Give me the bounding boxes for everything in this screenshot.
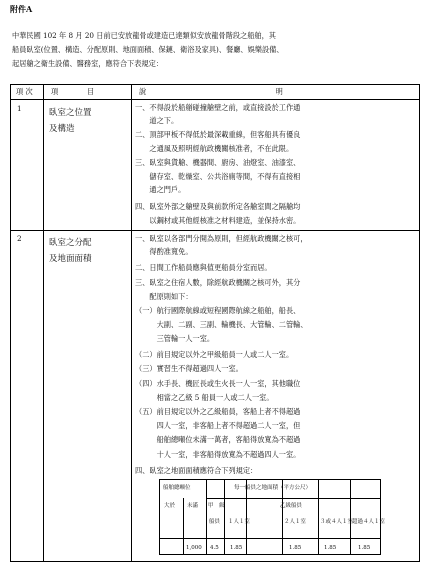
row-1-category-line-2: 及構造 <box>49 124 75 134</box>
row-1-desc-line: 一、不得設於船艏碰撞艙壁之前，或直接設於工作通 <box>135 103 301 112</box>
col-class-b: 乙級船員 <box>280 503 303 509</box>
cell-b4: 1.85 <box>358 545 371 551</box>
row-1-number: 1 <box>17 104 22 113</box>
row-1-desc-line: 三、臥室與貨艙、機器間、廚房、油燈室、油漆室、 <box>135 158 301 167</box>
cell-b1: 1.85 <box>230 545 243 551</box>
row-2-desc-line: 一、臥室以各部門分開為原則，但經航政機關之核可， <box>135 234 308 243</box>
row-2-desc-line: （一）航行國際航線或短程國際航線之船舶，船長、 <box>135 306 301 315</box>
cell-b3: 1.85 <box>324 545 337 551</box>
regulation-table <box>10 84 420 562</box>
row-2-category-line-1: 臥室之分配 <box>49 238 92 248</box>
row-2-desc-line: （五）前目規定以外之乙級船員，客船上者不得超過 <box>135 407 301 416</box>
row-2-category-line-2: 及地面面積 <box>49 254 92 264</box>
row-1-desc-line: 以鋼材或其他經核准之材料建造，並保持水密。 <box>135 216 301 225</box>
row-2-desc-line: 大副、二副、三副、輪機長、大管輪、二管輪、 <box>135 320 308 329</box>
row-2-desc-line: 十人一室，非客船得放寬為不超過四人一室。 <box>135 450 301 459</box>
intro-line-2: 船員臥室(位置、構造、分配原則、地面面積、保鏈、衛浴及家具)、餐廳、娛樂設備、 <box>12 45 284 54</box>
col-b-3-4-persons: ３或４人１室 <box>320 519 354 525</box>
row-1-desc-line: 四、臥室外部之艙壁及與前款所定各艙室間之隔艙均 <box>135 202 301 211</box>
row-2-desc-line: 四人一室，非客船上者不得超過二人一室，但 <box>135 421 301 430</box>
intro-line-3: 起居艙之衛生設備、醫務室，應符合下表規定： <box>12 59 163 68</box>
span-header: 每一船員之地面積（平方公尺） <box>234 485 312 491</box>
attachment-title: 附件A <box>10 4 33 14</box>
header-category: 項 目 <box>51 87 95 96</box>
row-2-desc-line: 配原則如下： <box>135 292 193 301</box>
col-b-over-4: 超過４人１室 <box>352 519 386 525</box>
col-greater-than: 大於 <box>164 503 176 509</box>
row-2-desc-line: 二、日間工作船員應與值更船員分室而居。 <box>135 263 272 272</box>
row-1-desc-line: 通之門戶。 <box>135 185 186 194</box>
row-1-category-line-1: 臥室之位置 <box>49 108 92 118</box>
intro-line-1: 中華民國 102 年 8 月 20 日前已安放龍骨或建造已達類似安放龍骨階段之船舶，其 <box>12 31 276 40</box>
header-description: 說 明 <box>139 87 283 96</box>
row-2-desc-line: （四）水手長、機匠長或生火長一人一室，其他職位 <box>135 379 301 388</box>
row-2-desc-line: 船舶總噸位未滿一萬者，客船得放寬為不超過 <box>135 435 301 444</box>
row-2-desc-line: （二）前目規定以外之甲級船員一人或二人一室。 <box>135 350 294 359</box>
row-1-desc-line: 二、頂部甲板不得低於最深載重線，但客船具有優良 <box>135 130 301 139</box>
col-class-a-sub: 船員 <box>209 519 221 525</box>
row-2-desc-line: （三）實習生不得超過四人一室。 <box>135 364 243 373</box>
row-1-desc-line: 之通風及照明經航政機關核准者，不在此限。 <box>135 144 294 153</box>
corner-header: 船舶總噸位 <box>163 485 191 491</box>
cell-b2: 1.85 <box>289 545 302 551</box>
header-item: 項 次 <box>16 87 33 96</box>
row-2-number: 2 <box>17 234 22 243</box>
row-2-desc-line: 相當之乙級 5 船員一人或二人一室。 <box>135 393 274 402</box>
row-1-desc-line: 儲存室、乾燥室、公共浴廁等間，不得有直接相 <box>135 172 301 181</box>
row-2-desc-line: 得酌准寬免。 <box>135 247 193 256</box>
col-class-a: 甲 級 <box>208 503 225 509</box>
row-2-desc-line: 四、臥室之地面面積應符合下列規定： <box>135 466 258 475</box>
col-b-2-persons: ２人１室 <box>284 519 307 525</box>
row-2-desc-line: 三管輪一人一室。 <box>135 334 215 343</box>
row-2-desc-line: 三、臥室之住宿人數，除經航政機關之核可外，其分 <box>135 278 301 287</box>
row-1-desc-line: 道之下。 <box>135 116 179 125</box>
cell-lt: 1,000 <box>186 545 202 551</box>
col-b-1-person: １人１室 <box>228 519 251 525</box>
col-less-than: 未滿 <box>187 503 199 509</box>
cell-a: 4.5 <box>210 545 219 551</box>
floor-area-table <box>159 479 386 555</box>
